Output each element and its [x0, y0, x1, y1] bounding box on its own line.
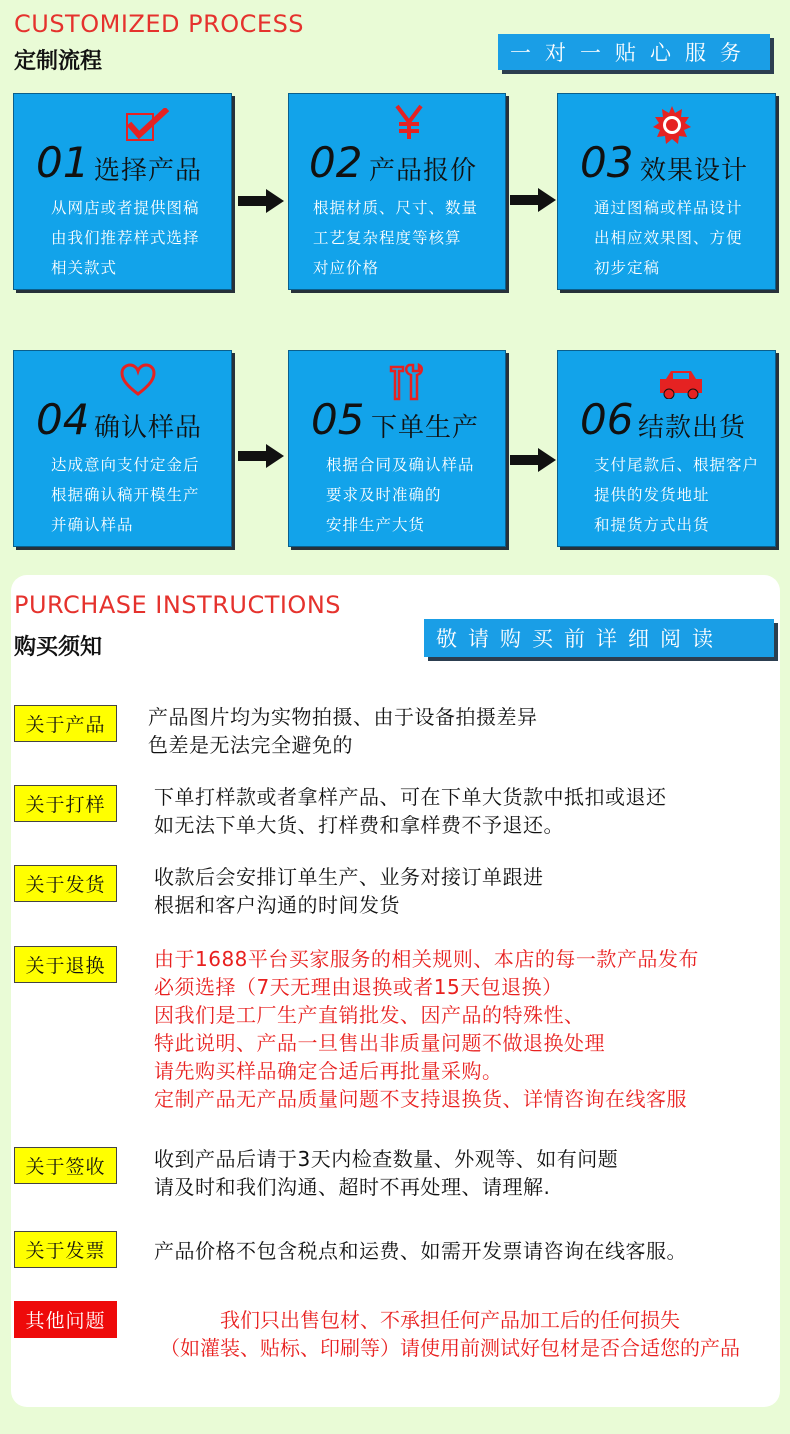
rule-label-other: 其他问题 — [14, 1301, 117, 1338]
rule-text-return: 由于1688平台买家服务的相关规则、本店的每一款产品发布 必须选择（7天无理由退换或者15天包退换） 因我们是工厂生产直销批发、因产品的特殊性、 特此说明、产品一旦售出非质量问题不做退换处理 请先购买样品确定合适后再批量采购。 定制产品无产品质量问题不支持退换货、详情咨询在线客服 — [154, 947, 699, 1111]
step-name: 选择产品 — [94, 156, 203, 186]
step-number: 06 — [580, 395, 634, 444]
sun-badge-icon — [653, 106, 691, 148]
arrow-right-icon — [510, 188, 556, 212]
section-title-en: PURCHASE INSTRUCTIONS — [14, 591, 342, 619]
step-card-06 — [557, 350, 776, 547]
tools-icon — [387, 363, 425, 405]
rule-text-other: 我们只出售包材、不承担任何产品加工后的任何损失 （如灌装、贴标、印刷等）请使用前测试好包材是否合适您的产品 — [160, 1308, 740, 1360]
rule-label-product: 关于产品 — [14, 705, 117, 742]
step-number: 01 — [36, 138, 90, 187]
checkbox-icon — [125, 108, 169, 146]
step-number: 05 — [311, 395, 365, 444]
heart-icon — [120, 363, 156, 401]
rule-label-return: 关于退换 — [14, 946, 117, 983]
step-name: 确认样品 — [94, 413, 203, 443]
rule-text-shipping: 收款后会安排订单生产、业务对接订单跟进 根据和客户沟通的时间发货 — [154, 865, 544, 917]
read-carefully-tag: 敬请购买前详细阅读 — [424, 619, 774, 657]
section-title-cn: 购买须知 — [14, 635, 103, 660]
arrow-right-icon — [510, 448, 556, 472]
rule-label-receipt: 关于签收 — [14, 1147, 117, 1184]
arrow-right-icon — [238, 444, 284, 468]
step-name: 下单生产 — [371, 413, 480, 443]
step-card-03 — [557, 93, 776, 290]
step-desc: 达成意向支付定金后 根据确认稿开模生产 并确认样品 — [51, 456, 200, 534]
step-desc: 根据合同及确认样品 要求及时准确的 安排生产大货 — [326, 456, 475, 534]
step-desc: 从网店或者提供图稿 由我们推荐样式选择 相关款式 — [51, 199, 200, 277]
step-desc: 根据材质、尺寸、数量 工艺复杂程度等核算 对应价格 — [313, 199, 479, 277]
step-number: 04 — [36, 395, 90, 444]
step-card-02 — [288, 93, 506, 290]
car-icon — [658, 369, 704, 403]
section-title-cn: 定制流程 — [14, 49, 103, 74]
step-desc: 通过图稿或样品设计 出相应效果图、方便 初步定稿 — [594, 199, 743, 277]
rule-text-invoice: 产品价格不包含税点和运费、如需开发票请咨询在线客服。 — [154, 1239, 687, 1263]
step-card-04 — [13, 350, 232, 547]
rule-text-sample: 下单打样款或者拿样产品、可在下单大货款中抵扣或退还 如无法下单大货、打样费和拿样费不予退还。 — [154, 785, 667, 837]
arrow-right-icon — [238, 189, 284, 213]
rule-label-sample: 关于打样 — [14, 785, 117, 822]
step-number: 02 — [309, 138, 363, 187]
step-name: 产品报价 — [369, 156, 478, 186]
step-card-01 — [13, 93, 232, 290]
yen-icon — [394, 104, 424, 144]
step-card-05 — [288, 350, 506, 547]
rule-label-invoice: 关于发票 — [14, 1231, 117, 1268]
rule-label-shipping: 关于发货 — [14, 865, 117, 902]
rule-text-receipt: 收到产品后请于3天内检查数量、外观等、如有问题 请及时和我们沟通、超时不再处理、请理解. — [154, 1147, 619, 1199]
step-number: 03 — [580, 138, 634, 187]
step-desc: 支付尾款后、根据客户 提供的发货地址 和提货方式出货 — [594, 456, 760, 534]
service-tag: 一对一贴心服务 — [498, 34, 770, 70]
section-title-en: CUSTOMIZED PROCESS — [14, 10, 305, 38]
step-name: 效果设计 — [640, 156, 749, 186]
step-name: 结款出货 — [638, 413, 747, 443]
rule-text-product: 产品图片均为实物拍摄、由于设备拍摄差异 色差是无法完全避免的 — [148, 705, 538, 757]
